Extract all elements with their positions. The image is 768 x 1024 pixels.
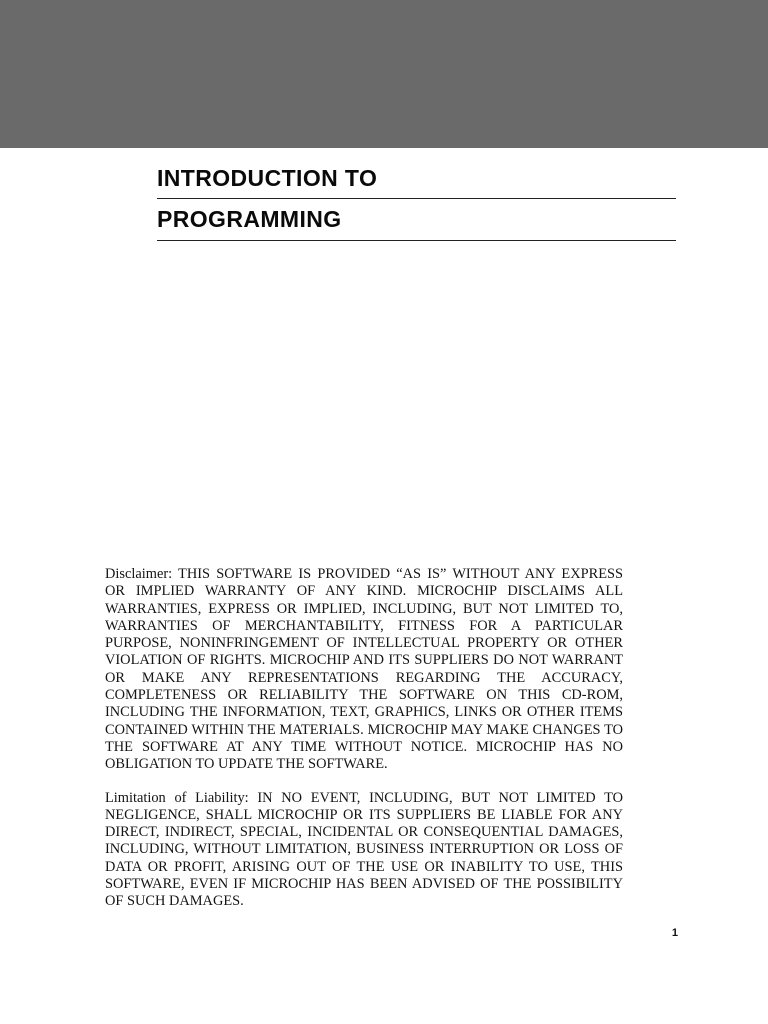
chapter-header-banner [0,0,768,148]
chapter-title-line-1: INTRODUCTION TO [157,158,676,199]
legal-notice [105,566,623,927]
chapter-title-line-2: PROGRAMMING [157,199,676,241]
limitation-of-liability-paragraph: Limitation of Liability: IN NO EVENT, INCLUDING, BUT NOT LIMITED TO NEGLIGENCE, SHALL MICROCHIP OR ITS SUPPLIERS BE LIABLE FOR ANY DIRECT, INDIRECT, SPECIAL, INCIDENTAL OR CONSEQUENTIAL DAMAGES, INCLUDING, WITHOUT LIMITATION, BUSINESS INTERRUPTION OR LOSS OF DATA OR PROFIT, ARISING OUT OF THE USE OR INABILITY TO USE, THIS SOFTWARE, EVEN IF MICROCHIP HAS BEEN ADVISED OF THE POSSIBILITY OF SUCH DAMAGES. [105,789,623,910]
disclaimer-paragraph: Disclaimer: THIS SOFTWARE IS PROVIDED “AS IS” WITHOUT ANY EXPRESS OR IMPLIED WARRANTY OF ANY KIND. MICROCHIP DISCLAIMS ALL WARRANTIES, EXPRESS OR IMPLIED, INCLUDING, BUT NOT LIMITED TO, WARRANTIES OF MERCHANTABILITY, FITNESS FOR A PARTICULAR PURPOSE, NONINFRINGEMENT OF INTELLECTUAL PROPERTY OR OTHER VIOLATION OF RIGHTS. MICROCHIP AND ITS SUPPLIERS DO NOT WARRANT OR MAKE ANY REPRESENTATIONS REGARDING THE ACCURACY, COMPLETENESS OR RELIABILITY THE SOFTWARE ON THIS CD-ROM, INCLUDING THE INFORMATION, TEXT, GRAPHICS, LINKS OR OTHER ITEMS CONTAINED WITHIN THE MATERIALS. MICROCHIP MAY MAKE CHANGES TO THE SOFTWARE AT ANY TIME WITHOUT NOTICE. MICROCHIP HAS NO OBLIGATION TO UPDATE THE SOFTWARE. [105,566,623,773]
page-number: 1 [671,927,678,939]
chapter-title [157,158,676,241]
